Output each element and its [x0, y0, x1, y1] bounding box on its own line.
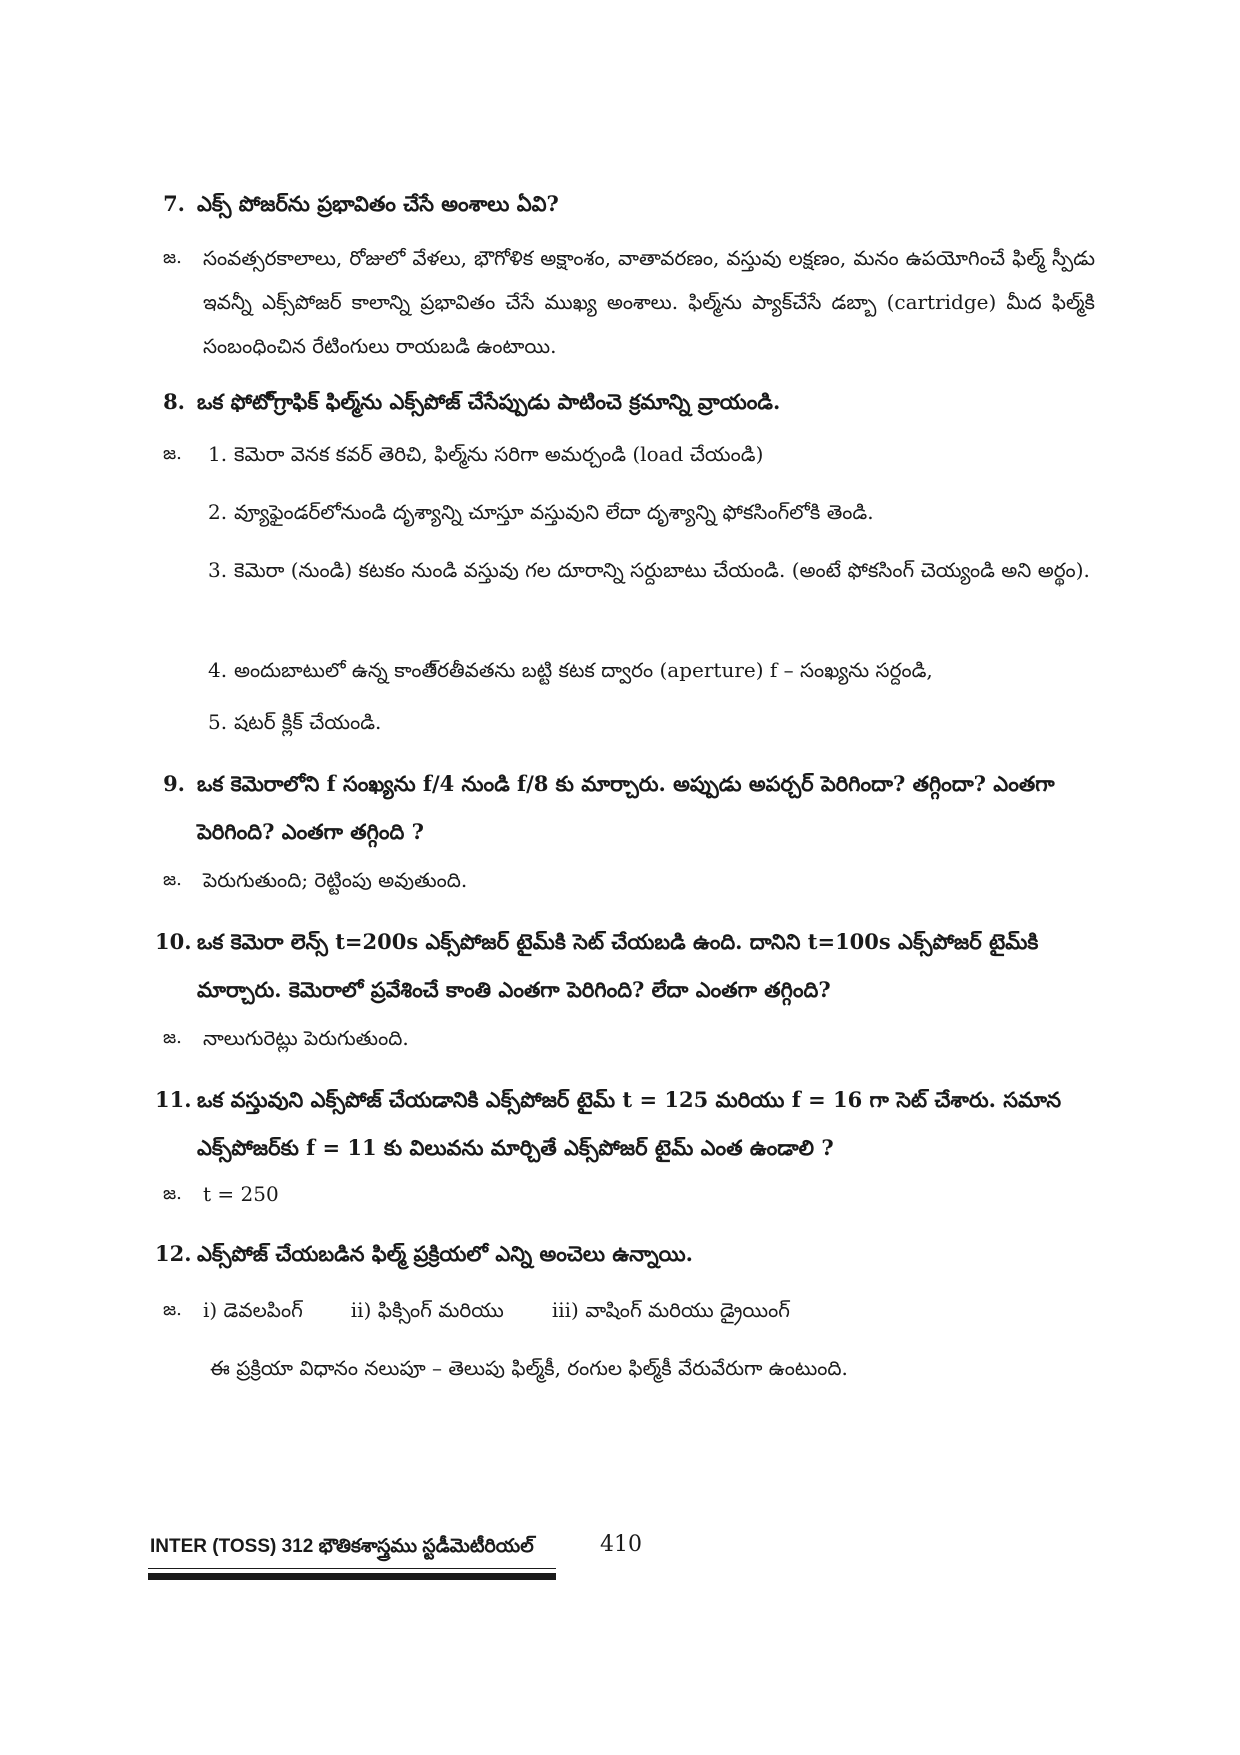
step-text: షటర్ క్లిక్ చేయండి.	[234, 710, 382, 734]
step-text: వ్యూఫైండర్‌లోనుండి దృశ్యాన్ని చూస్తూ వస్తువుని లేదా దృశ్యాన్ని ఫోకసింగ్‌లోకి తెండి.	[234, 500, 874, 524]
question-text: ఒక వస్తువుని ఎక్స్‌పోజ్ చేయడానికి ఎక్స్‌పోజర్ టైమ్ t = 125 మరియు f = 16 గా సెట్ చేశారు. సమాన ఎక్స్‌పోజర్‌కు f = 11 కు విలువను మార్చితే ఎక్స్‌పోజర్ టైమ్ ఎంత ఉండాలి ?	[197, 1087, 1062, 1160]
step-2	[208, 490, 1095, 534]
answer-text: t = 250	[203, 1182, 279, 1206]
answer-text: సంవత్సరకాలాలు, రోజులో వేళలు, భౌగోళిక అక్షాంశం, వాతావరణం, వస్తువు లక్షణం, మనం ఉపయోగించే ఫిల్మ్ స్పీడు ఇవన్నీ ఎక్స్‌పోజర్ కాలాన్ని ప్రభావితం చేసే ముఖ్య అంశాలు. ఫిల్మ్‌ను ప్యాక్‌చేసే డబ్బా (cartridge) మీద ఫిల్మ్‌కి సంబంధించిన రేటింగులు రాయబడి ఉంటాయి.	[203, 246, 1095, 358]
question-9	[155, 760, 1095, 856]
question-text: ఒక కెమెరాలోని f సంఖ్యను f/4 నుండి f/8 కు మార్చారు. అప్పుడు అపర్చర్ పెరిగిందా? తగ్గిందా? ఎంతగా పెరిగింది? ఎంతగా తగ్గింది ?	[197, 771, 1055, 844]
step-number: 3.	[208, 558, 228, 582]
question-7	[155, 180, 1095, 228]
footer-rule-thin	[148, 1568, 556, 1569]
step-3	[208, 548, 1095, 592]
stage-developing: i) డెవలపింగ్	[203, 1298, 303, 1322]
question-text: ఎక్స్‌పోజ్ చేయబడిన ఫిల్మ్ ప్రక్రియలో ఎన్ని అంచెలు ఉన్నాయి.	[197, 1241, 693, 1266]
step-number: 4.	[208, 658, 228, 682]
answer-11	[163, 1172, 1095, 1216]
step-text: కెమెరా (నుండి) కటకం నుండి వస్తువు గల దూరాన్ని సర్దుబాటు చేయండి. (అంటే ఫోకసింగ్ చెయ్యండి అని అర్థం).	[234, 558, 1090, 582]
stage-fixing: ii) ఫిక్సింగ్ మరియు	[350, 1298, 504, 1322]
question-11	[155, 1076, 1095, 1172]
step-4	[208, 648, 1095, 692]
step-number: 2.	[208, 500, 228, 524]
question-8	[155, 378, 1095, 426]
answer-label: జ.	[163, 247, 182, 268]
question-number: 7.	[163, 191, 185, 216]
question-number: 9.	[163, 771, 185, 796]
footer-rule-thick	[148, 1573, 556, 1580]
question-text: ఒక కెమెరా లెన్స్ t=200s ఎక్స్‌పోజర్ టైమ్‌కి సెట్ చేయబడి ఉంది. దానిని t=100s ఎక్స్‌పోజర్ టైమ్‌కి మార్చారు. కెమెరాలో ప్రవేశించే కాంతి ఎంతగా పెరిగింది? లేదా ఎంతగా తగ్గింది?	[197, 929, 1039, 1002]
answer-label: జ.	[163, 1027, 182, 1048]
page-number: 410	[600, 1532, 642, 1557]
question-text: ఒక ఫోటో్గ్రాఫిక్ ఫిల్మ్‌ను ఎక్స్‌పోజ్ చేసేప్పుడు పాటించె క్రమాన్ని వ్రాయండి.	[197, 389, 781, 414]
answer-label: జ.	[163, 443, 182, 464]
step-text: కెమెరా వెనక కవర్ తెరిచి, ఫిల్మ్‌ను సరిగా అమర్చండి (load చేయండి)	[234, 442, 764, 466]
answer-9	[163, 858, 1095, 902]
step-number: 1.	[208, 442, 228, 466]
question-number: 8.	[163, 389, 185, 414]
question-10	[155, 918, 1095, 1014]
footer-title: INTER (TOSS) 312 భౌతికశాస్త్రము స్టడీమెటీరియల్	[150, 1536, 534, 1557]
stage-washing-drying: iii) వాషింగ్ మరియు డ్రైయింగ్	[551, 1298, 790, 1322]
step-5	[208, 700, 1095, 744]
question-number: 11.	[155, 1087, 192, 1112]
question-number: 10.	[155, 929, 192, 954]
process-stages	[203, 1288, 1095, 1332]
answer-text: పెరుగుతుంది; రెట్టింపు అవుతుంది.	[203, 868, 468, 892]
question-12	[155, 1230, 1095, 1278]
step-number: 5.	[208, 710, 228, 734]
step-1	[208, 432, 1095, 476]
answer-12	[163, 1288, 1095, 1332]
answer-label: జ.	[163, 869, 182, 890]
question-number: 12.	[155, 1241, 192, 1266]
step-text: అందుబాటులో ఉన్న కాంతి్రతీవతను బట్టి కటక ద్వారం (aperture) f – సంఖ్యను సర్దండి,	[234, 658, 933, 682]
answer-label: జ.	[163, 1183, 182, 1204]
answer-10	[163, 1016, 1095, 1060]
process-note: ఈ ప్రక్రియా విధానం నలుపూ – తెలుపు ఫిల్మ్‌కీ, రంగుల ఫిల్మ్‌కీ వేరువేరుగా ఉంటుంది.	[210, 1356, 848, 1380]
answer-label: జ.	[163, 1299, 182, 1320]
answer-7	[163, 236, 1095, 368]
question-text: ఎక్స్ పోజర్‌ను ప్రభావితం చేసే అంశాలు ఏవి?	[197, 191, 559, 216]
answer-text: నాలుగురెట్లు పెరుగుతుంది.	[203, 1026, 409, 1050]
